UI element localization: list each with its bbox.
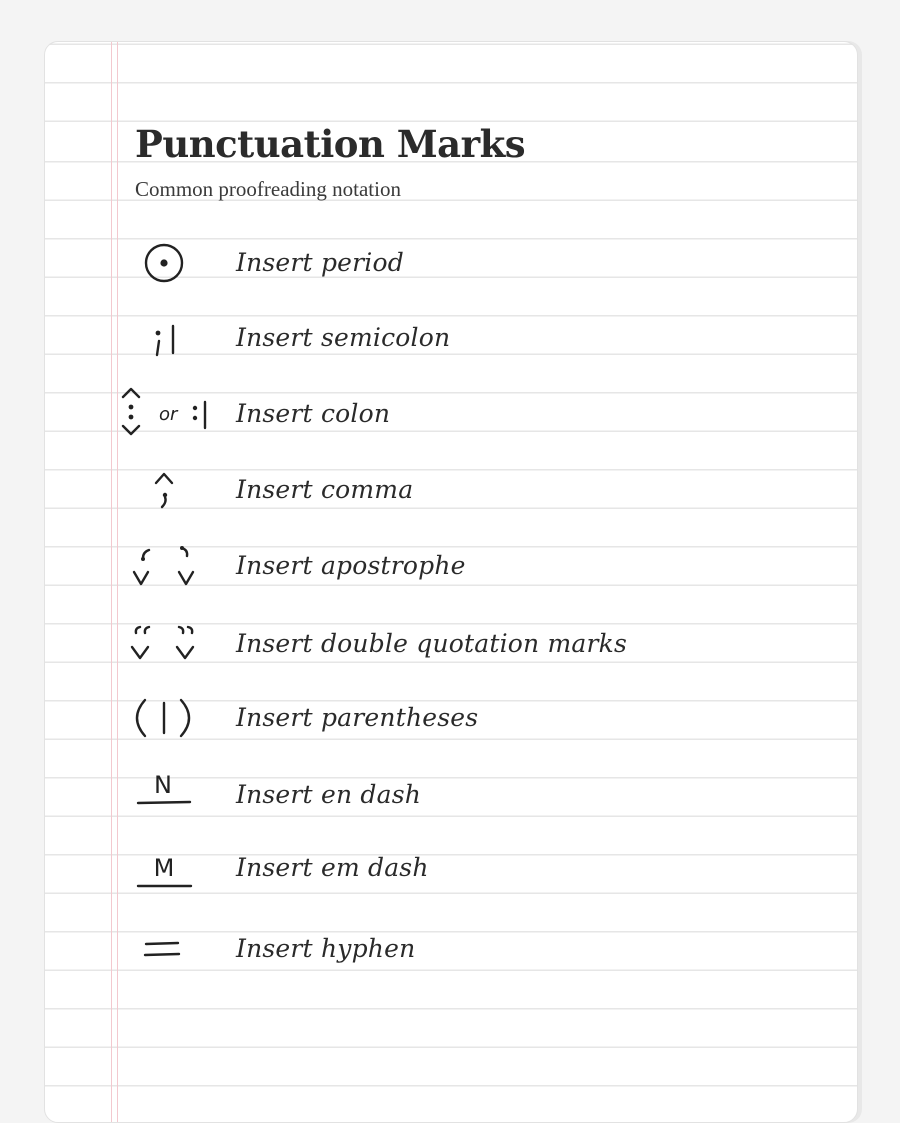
list-item [45, 838, 857, 898]
list-item [45, 919, 857, 979]
caret-apostrophe-icon [115, 536, 215, 596]
list-item [45, 233, 857, 293]
mark-label: Insert colon [236, 399, 391, 428]
page-title: Punctuation Marks [135, 122, 526, 166]
caret-comma-icon [115, 460, 215, 520]
mark-label: Insert apostrophe [236, 551, 466, 580]
list-item [45, 536, 857, 596]
notebook-page [44, 41, 858, 1123]
parentheses-bar-icon [115, 688, 215, 748]
list-item [45, 765, 857, 825]
em-letter: M [153, 854, 175, 882]
en-dash-icon [115, 765, 215, 825]
circled-period-icon [115, 233, 215, 293]
list-item [45, 384, 857, 444]
or-text: or [159, 404, 178, 425]
caret-quotes-icon [115, 614, 215, 674]
list-item [45, 460, 857, 520]
mark-label: Insert parentheses [236, 703, 479, 732]
mark-label: Insert double quotation marks [236, 629, 628, 658]
mark-label: Insert em dash [236, 853, 429, 882]
en-letter: N [154, 771, 172, 799]
mark-label: Insert en dash [236, 780, 422, 809]
mark-label: Insert period [236, 248, 404, 277]
em-dash-icon [115, 838, 215, 898]
list-item [45, 688, 857, 748]
mark-label: Insert hyphen [236, 934, 416, 963]
caret-colon-icon [115, 384, 215, 444]
list-item [45, 614, 857, 674]
page-subtitle: Common proofreading notation [135, 177, 401, 201]
hyphen-icon [115, 919, 215, 979]
list-item [45, 308, 857, 368]
mark-label: Insert semicolon [236, 323, 451, 352]
semicolon-bar-icon [115, 308, 215, 368]
mark-label: Insert comma [236, 475, 414, 504]
